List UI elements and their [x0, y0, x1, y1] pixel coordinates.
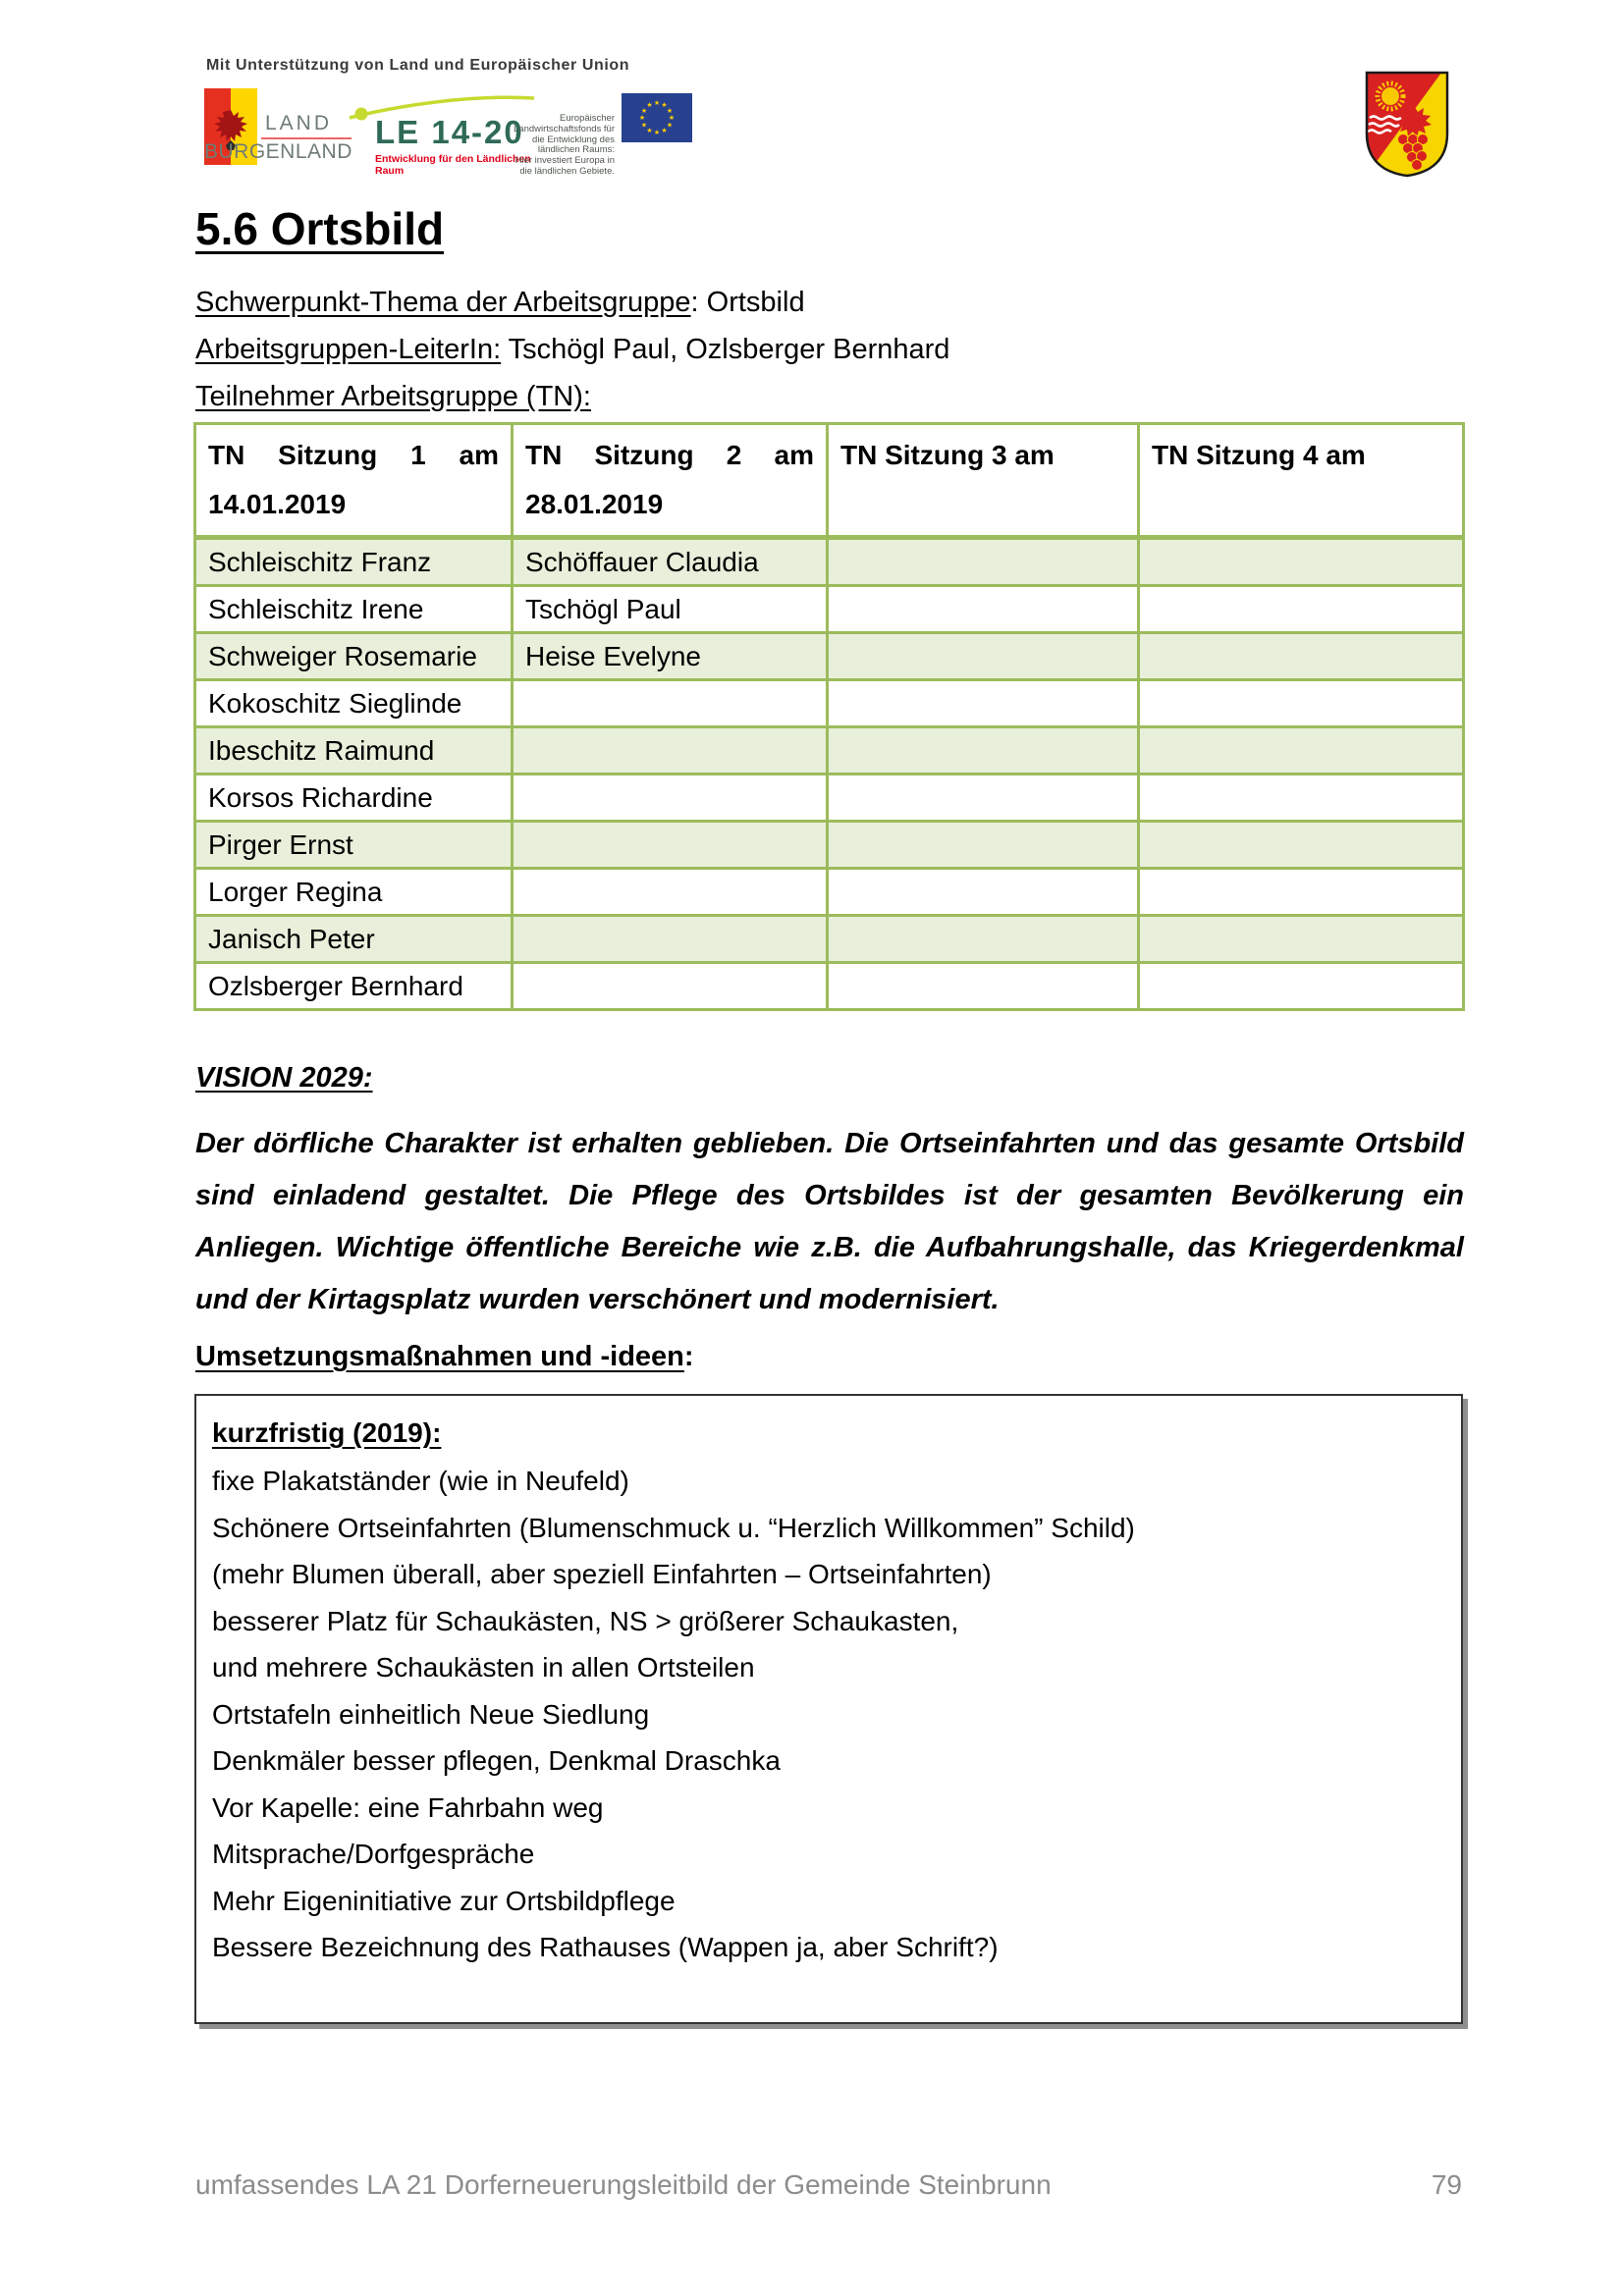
eu-fund-text-line: ländlichen Raums:: [537, 144, 615, 156]
svg-text:★: ★: [661, 101, 668, 109]
burgenland-logo-burgenland-text: BURGENLAND: [204, 140, 352, 163]
table-cell: Heise Evelyne: [513, 633, 828, 680]
table-cell: Ozlsberger Bernhard: [195, 963, 513, 1010]
table-cell: Schöffauer Claudia: [513, 538, 828, 586]
measure-item: Ortstafeln einheitlich Neue Siedlung: [212, 1698, 650, 1730]
table-cell: Korsos Richardine: [195, 774, 513, 822]
table-cell: [513, 774, 828, 822]
eu-fund-text-line: die Entwicklung des: [532, 133, 615, 145]
svg-text:★: ★: [668, 114, 676, 122]
page-footer: [195, 2169, 1462, 2201]
steinbrunn-coat-of-arms: [1363, 69, 1451, 179]
table-cell: Tschögl Paul: [513, 586, 828, 633]
table-cell: Schweiger Rosemarie: [195, 633, 513, 680]
table-cell: [1139, 916, 1464, 963]
eu-fund-text-line: Landwirtschaftsfonds für: [514, 123, 615, 134]
table-cell: Ibeschitz Raimund: [195, 727, 513, 774]
measure-item: (mehr Blumen überall, aber speziell Einfahrten – Ortseinfahrten): [212, 1559, 992, 1589]
svg-text:★: ★: [661, 127, 668, 134]
burgenland-logo-land-text: LAND: [265, 112, 333, 134]
table-cell: [1139, 727, 1464, 774]
eu-fund-text: [499, 114, 615, 178]
header-line1: TN Sitzung 3 am: [840, 440, 1055, 470]
svg-text:★: ★: [640, 121, 648, 130]
measure-item: und mehrere Schaukästen in allen Ortsteilen: [212, 1652, 755, 1682]
table-cell: Schleischitz Irene: [195, 586, 513, 633]
table-cell: [513, 727, 828, 774]
table-cell: Janisch Peter: [195, 916, 513, 963]
header-line1: TN Sitzung 4 am: [1152, 440, 1366, 470]
meta-line-thema: [195, 279, 949, 326]
table-cell: [828, 869, 1139, 916]
measures-heading: [195, 1341, 694, 1373]
table-row: [195, 538, 1464, 586]
table-cell: Schleischitz Franz: [195, 538, 513, 586]
header-line2: 14.01.2019: [208, 489, 347, 519]
vision-section: [195, 1062, 1464, 1326]
table-header-cell-1: [195, 424, 513, 538]
measures-heading-colon: :: [683, 1341, 694, 1372]
table-cell: [828, 727, 1139, 774]
footer-page-number: 79: [1431, 2169, 1462, 2200]
measure-item: fixe Plakatständer (wie in Neufeld): [212, 1466, 629, 1496]
eu-fund-text-line: Hier investiert Europa in: [514, 155, 615, 167]
table-row: [195, 963, 1464, 1010]
footer-text: umfassendes LA 21 Dorferneuerungsleitbild der Gemeinde Steinbrunn: [195, 2169, 1052, 2200]
meta-line-teilnehmer: [195, 373, 949, 420]
page-title: 5.6 Ortsbild: [195, 203, 445, 254]
table-cell: [513, 822, 828, 869]
participants-table-body: [195, 538, 1464, 1010]
vision-heading: VISION 2029:: [195, 1062, 373, 1094]
measure-item: Bessere Bezeichnung des Rathauses (Wappen ja, aber Schrift?): [212, 1932, 999, 1962]
eu-fund-text-line: Europäischer: [560, 113, 615, 124]
support-note: Mit Unterstützung von Land und Europäischer Union: [206, 57, 630, 74]
meta-label: Schwerpunkt-Thema der Arbeitsgruppe: [195, 287, 691, 318]
header-line2: [1152, 480, 1450, 529]
table-cell: [1139, 538, 1464, 586]
table-row: [195, 916, 1464, 963]
table-cell: [1139, 774, 1464, 822]
measure-item: Denkmäler besser pflegen, Denkmal Draschka: [212, 1745, 781, 1776]
measure-item: besserer Platz für Schaukästen, NS > größerer Schaukasten,: [212, 1605, 959, 1636]
participants-table: [193, 422, 1465, 1011]
svg-text:★: ★: [646, 101, 653, 109]
meta-value: Tschögl Paul, Ozlsberger Bernhard: [501, 334, 950, 365]
table-header-cell-4: [1139, 424, 1464, 538]
le-title: LE 14-20: [375, 114, 524, 150]
svg-text:★: ★: [638, 114, 646, 122]
table-cell: [513, 869, 828, 916]
measure-item: Mehr Eigeninitiative zur Ortsbildpflege: [212, 1885, 676, 1916]
table-cell: [828, 633, 1139, 680]
le-subtitle: Entwicklung für den Ländlichen Raum: [375, 153, 531, 177]
svg-text:★: ★: [666, 121, 674, 130]
table-cell: Lorger Regina: [195, 869, 513, 916]
table-row: [195, 633, 1464, 680]
burgenland-logo-rule: [261, 137, 352, 139]
vision-paragraph: Der dörfliche Charakter ist erhalten geblieben. Die Ortseinfahrten und das gesamte Ortsbild sind einladend gestaltet. Die Pflege des Ortsbildes ist der gesamten Bevölkerung ein Anliegen. Wichtige öffentliche Bereiche wie z.B. die Aufbahrungshalle, das Kriegerdenkmal und der Kirtagsplatz wurden verschönert und modernisiert.: [195, 1128, 1464, 1315]
table-cell: [1139, 633, 1464, 680]
measure-item: Mitsprache/Dorfgespräche: [212, 1839, 535, 1869]
header-line1: TN Sitzung 2 am: [525, 440, 814, 470]
table-cell: Pirger Ernst: [195, 822, 513, 869]
header-line2: 28.01.2019: [525, 489, 664, 519]
meta-value: : Ortsbild: [690, 287, 805, 318]
table-cell: [513, 916, 828, 963]
table-row: [195, 774, 1464, 822]
svg-text:★: ★: [653, 129, 661, 136]
table-cell: [828, 822, 1139, 869]
measure-item: Vor Kapelle: eine Fahrbahn weg: [212, 1791, 604, 1823]
table-cell: [828, 963, 1139, 1010]
measures-list: [212, 1458, 1443, 1971]
table-row: [195, 680, 1464, 727]
table-row: [195, 586, 1464, 633]
measures-box: [194, 1394, 1463, 2024]
table-row: [195, 727, 1464, 774]
table-cell: [828, 916, 1139, 963]
table-header-row: [195, 424, 1464, 538]
eu-flag-icon: [622, 93, 692, 142]
meta-label: Arbeitsgruppen-LeiterIn:: [195, 334, 502, 365]
table-cell: [513, 963, 828, 1010]
table-cell: [1139, 869, 1464, 916]
meta-line-leiter: [195, 326, 949, 373]
table-cell: [513, 680, 828, 727]
eu-fund-text-line: die ländlichen Gebiete.: [519, 165, 615, 177]
meta-block: [195, 279, 949, 420]
table-cell: [828, 774, 1139, 822]
table-cell: [1139, 822, 1464, 869]
table-cell: [1139, 963, 1464, 1010]
table-cell: [828, 680, 1139, 727]
svg-text:★: ★: [653, 99, 661, 107]
header-line2: [840, 480, 1125, 529]
measures-heading-label: Umsetzungsmaßnahmen und -ideen: [195, 1341, 684, 1372]
svg-text:★: ★: [640, 107, 648, 115]
table-cell: [1139, 586, 1464, 633]
table-cell: [828, 586, 1139, 633]
header-line1: TN Sitzung 1 am: [208, 440, 499, 470]
table-header-cell-2: [513, 424, 828, 538]
table-cell: [828, 538, 1139, 586]
burgenland-logo: [204, 88, 352, 167]
table-header-cell-3: [828, 424, 1139, 538]
measure-item: Schönere Ortseinfahrten (Blumenschmuck u. “Herzlich Willkommen” Schild): [212, 1512, 1135, 1543]
table-cell: Kokoschitz Sieglinde: [195, 680, 513, 727]
table-row: [195, 822, 1464, 869]
meta-label: Teilnehmer Arbeitsgruppe (TN):: [195, 381, 591, 412]
table-cell: [1139, 680, 1464, 727]
svg-text:★: ★: [646, 127, 653, 134]
measures-box-title: kurzfristig (2019):: [212, 1417, 442, 1448]
svg-text:★: ★: [666, 107, 674, 115]
table-row: [195, 869, 1464, 916]
